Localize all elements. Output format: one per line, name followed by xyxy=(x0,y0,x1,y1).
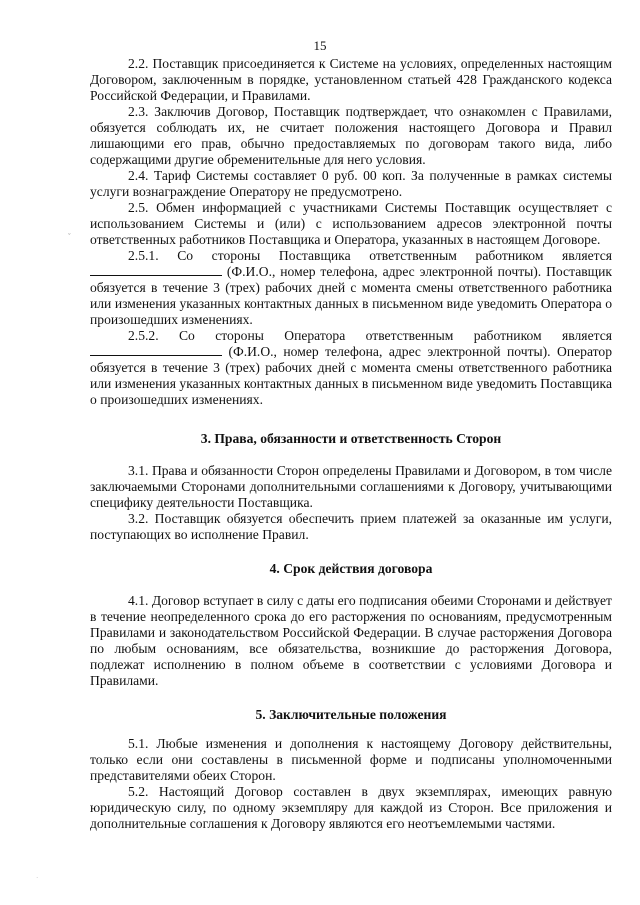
section-3-title: 3. Права, обязанности и ответственность Сторон xyxy=(200,431,502,446)
section-4-title: 4. Срок действия договора xyxy=(269,561,433,576)
clause-2-5-1 xyxy=(90,248,612,328)
clause-3-1: 3.1. Права и обязанности Сторон определены Правилами и Договором, в том числе заключаемыми Сторонами дополнительными соглашениями к Договору, учитывающими специфику деятельности Поставщика. xyxy=(90,463,612,510)
scan-artifact-mark: ˇ xyxy=(68,232,71,241)
clause-5-1: 5.1. Любые изменения и дополнения к настоящему Договору действительны, только если они составлены в письменной форме и подписаны уполномоченными представителями обеих Сторон. xyxy=(90,736,612,783)
clause-2-2: 2.2. Поставщик присоединяется к Системе на условиях, определенных настоящим Договором, заключенным в порядке, установленном статьей 428 Гражданского кодекса Российской Федерации, и Правилами. xyxy=(90,56,612,103)
clause-2-3: 2.3. Заключив Договор, Поставщик подтверждает, что ознакомлен с Правилами, обязуется соблюдать их, не считает положения настоящего Договора и Правил лишающими его прав, обычно предоставляемых по договорам такого вида, либо содержащими другие обременительные для него условия. xyxy=(90,104,612,167)
clause-2-5-2-lead: 2.5.2. Со стороны Оператора ответственным работником является xyxy=(128,328,612,343)
clause-2-4: 2.4. Тариф Системы составляет 0 руб. 00 коп. За полученные в рамках системы услуги вознаграждение Оператору не предусмотрено. xyxy=(90,168,612,199)
clause-2-5-2 xyxy=(90,328,612,408)
page-number: 15 xyxy=(313,38,327,53)
clause-2-5-2-text: (Ф.И.О., номер телефона, адрес электронной почты). Оператор обязуется в течение 3 (трех) рабочих дней с момента смены ответственного работника или изменения указанных контактных данных в письменном виде уведомить Поставщика о произошедших изменениях. xyxy=(90,344,612,407)
clause-3-2: 3.2. Поставщик обязуется обеспечить прием платежей за оказанные им услуги, поступающих во исполнение Правил. xyxy=(90,511,612,542)
clause-2-5: 2.5. Обмен информацией с участниками Системы Поставщик осуществляет с использованием Системы и (или) с использованием адресов электронной почты ответственных работников Поставщика и Оператора, указанных в настоящем Договоре. xyxy=(90,200,612,247)
section-5-title: 5. Заключительные положения xyxy=(255,707,447,722)
document-body xyxy=(90,56,612,832)
scan-artifact-mark: · xyxy=(36,874,39,882)
fill-in-blank xyxy=(90,264,222,276)
clause-5-2: 5.2. Настоящий Договор составлен в двух экземплярах, имеющих равную юридическую силу, по одному экземпляру для каждой из Сторон. Все приложения и дополнительные соглашения к Договору являются его неотъемлемыми частями. xyxy=(90,784,612,831)
clause-4-1: 4.1. Договор вступает в силу с даты его подписания обеими Сторонами и действует в течение неопределенного срока до его расторжения по основаниям, предусмотренным Правилами и законодательством Российской Федерации. В случае расторжения Договора по любым основаниям, все обязательства, возникшие до расторжения Договора, подлежат исполнению в полном объеме в соответствии с условиями Договора и Правилами. xyxy=(90,593,612,688)
fill-in-blank xyxy=(90,344,222,356)
clause-2-5-1-lead: 2.5.1. Со стороны Поставщика ответственным работником является xyxy=(128,248,612,263)
clause-2-5-1-text: (Ф.И.О., номер телефона, адрес электронной почты). Поставщик обязуется в течение 3 (трех) рабочих дней с момента смены ответственного работника или изменения указанных контактных данных в письменном виде уведомить Оператора о произошедших изменениях. xyxy=(90,264,612,327)
